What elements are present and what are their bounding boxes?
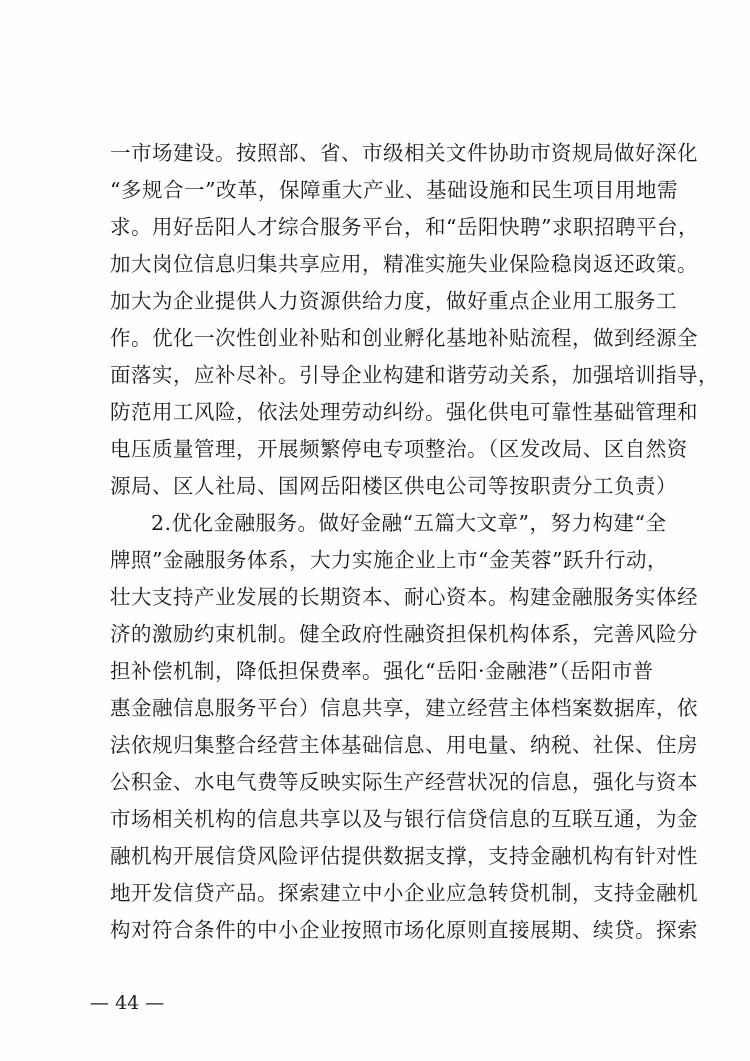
- text-line: 济的激励约束机制。健全政府性融资担保机构体系，完善风险分: [110, 622, 698, 646]
- text-line: 牌照”金融服务体系，大力实施企业上市“金芙蓉”跃升行动，: [110, 548, 668, 572]
- text-line: 担补偿机制，降低担保费率。强化“岳阳·金融港”（岳阳市普: [110, 659, 654, 683]
- text-line: 求。用好岳阳人才综合服务平台，和“岳阳快聘”求职招聘平台，: [110, 215, 699, 239]
- text-line: 构对符合条件的中小企业按照市场化原则直接展期、续贷。探索: [110, 918, 698, 942]
- text-line: 地开发信贷产品。探索建立中小企业应急转贷机制，支持金融机: [110, 881, 698, 905]
- text-line: 加大为企业提供人力资源供给力度，做好重点企业用工服务工: [110, 289, 677, 313]
- text-line: 面落实，应补尽补。引导企业构建和谐劳动关系，加强培训指导，: [110, 363, 719, 387]
- text-line: 防范用工风险，依法处理劳动纠纷。强化供电可靠性基础管理和: [110, 400, 698, 424]
- section-heading-line: 2.优化金融服务。做好金融“五篇大文章”，努力构建“全: [151, 511, 667, 535]
- text-line: 壮大支持产业发展的长期资本、耐心资本。构建金融服务实体经: [110, 585, 698, 609]
- text-line: 电压质量管理，开展频繁停电专项整治。（区发改局、区自然资: [110, 437, 688, 461]
- page-number: — 44 —: [90, 992, 165, 1014]
- text-line: 作。优化一次性创业补贴和创业孵化基地补贴流程，做到经源全: [110, 326, 698, 350]
- text-line: 融机构开展信贷风险评估提供数据支撑，支持金融机构有针对性: [110, 844, 698, 868]
- text-line: 一市场建设。按照部、省、市级相关文件协助市资规局做好深化: [110, 141, 698, 165]
- text-line: “多规合一”改革，保障重大产业、基础设施和民生项目用地需: [110, 178, 678, 202]
- text-line: 加大岗位信息归集共享应用，精准实施失业保险稳岗返还政策。: [110, 252, 698, 276]
- text-line: 惠金融信息服务平台）信息共享，建立经营主体档案数据库，依: [110, 696, 698, 720]
- text-line: 源局、区人社局、国网岳阳楼区供电公司等按职责分工负责）: [110, 474, 677, 498]
- text-line: 市场相关机构的信息共享以及与银行信贷信息的互联互通，为金: [110, 807, 698, 831]
- text-line: 法依规归集整合经营主体基础信息、用电量、纳税、社保、住房: [110, 733, 698, 757]
- text-line: 公积金、水电气费等反映实际生产经营状况的信息，强化与资本: [110, 770, 698, 794]
